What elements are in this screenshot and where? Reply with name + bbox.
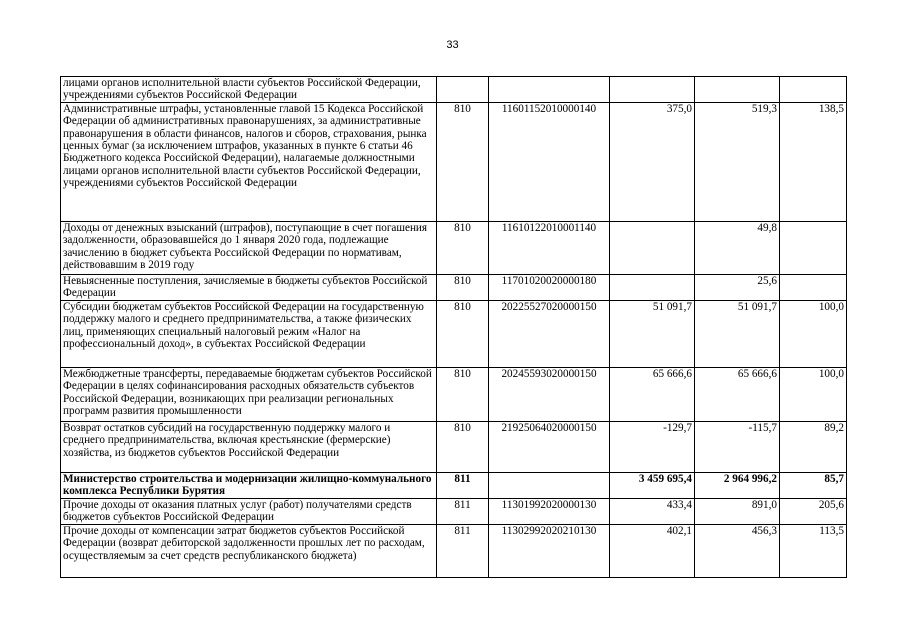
percent-cell: 100,0 xyxy=(780,300,847,367)
admin-code-cell xyxy=(437,77,489,103)
plan-amount-cell xyxy=(610,77,695,103)
budget-code-cell xyxy=(489,77,610,103)
admin-code-cell: 810 xyxy=(437,221,489,274)
income-name-cell: Межбюджетные трансферты, передаваемые бюджетам субъектов Российской Федерации в целях софинансирования расходных обязательств субъектов Российской Федерации, возникающих при реализации региональных программ развития промышленности xyxy=(61,367,437,421)
actual-amount-cell: 65 666,6 xyxy=(695,367,780,421)
budget-code-cell: 11301992020000130 xyxy=(489,498,610,524)
percent-cell: 89,2 xyxy=(780,421,847,472)
plan-amount-cell: -129,7 xyxy=(610,421,695,472)
income-name-cell: Невыясненные поступления, зачисляемые в бюджеты субъектов Российской Федерации xyxy=(61,274,437,300)
percent-cell: 100,0 xyxy=(780,367,847,421)
income-name-cell: Субсидии бюджетам субъектов Российской Федерации на государственную поддержку малого и среднего предпринимательства, а также физических лиц, применяющих специальный налоговый режим «Налог на профессиональный доход», в субъектах Российской Федерации xyxy=(61,300,437,367)
budget-code-cell: 21925064020000150 xyxy=(489,421,610,472)
admin-code-cell: 810 xyxy=(437,367,489,421)
table-row xyxy=(61,421,847,472)
percent-cell xyxy=(780,77,847,103)
budget-code-cell: 11601152010000140 xyxy=(489,102,610,221)
income-name-cell: Министерство строительства и модернизации жилищно-коммунального комплекса Республики Бурятия xyxy=(61,472,437,498)
plan-amount-cell xyxy=(610,274,695,300)
percent-cell: 138,5 xyxy=(780,102,847,221)
actual-amount-cell xyxy=(695,77,780,103)
actual-amount-cell: -115,7 xyxy=(695,421,780,472)
budget-code-cell: 11610122010001140 xyxy=(489,221,610,274)
budget-code-cell xyxy=(489,472,610,498)
plan-amount-cell: 402,1 xyxy=(610,524,695,577)
actual-amount-cell: 456,3 xyxy=(695,524,780,577)
actual-amount-cell: 25,6 xyxy=(695,274,780,300)
admin-code-cell: 811 xyxy=(437,498,489,524)
admin-code-cell: 810 xyxy=(437,274,489,300)
plan-amount-cell: 433,4 xyxy=(610,498,695,524)
percent-cell: 205,6 xyxy=(780,498,847,524)
table-row xyxy=(61,274,847,300)
income-name-cell: Прочие доходы от оказания платных услуг (работ) получателями средств бюджетов субъектов Российской Федерации xyxy=(61,498,437,524)
plan-amount-cell: 51 091,7 xyxy=(610,300,695,367)
budget-code-cell: 20245593020000150 xyxy=(489,367,610,421)
table-row xyxy=(61,102,847,221)
actual-amount-cell: 51 091,7 xyxy=(695,300,780,367)
table-row xyxy=(61,221,847,274)
plan-amount-cell: 65 666,6 xyxy=(610,367,695,421)
table-row xyxy=(61,472,847,498)
actual-amount-cell: 519,3 xyxy=(695,102,780,221)
income-name-cell: Доходы от денежных взысканий (штрафов), поступающие в счет погашения задолженности, образовавшейся до 1 января 2020 года, подлежащие зачислению в бюджет субъекта Российской Федерации по нормативам, действовавшим в 2019 году xyxy=(61,221,437,274)
actual-amount-cell: 49,8 xyxy=(695,221,780,274)
percent-cell: 85,7 xyxy=(780,472,847,498)
table-body xyxy=(61,77,847,578)
admin-code-cell: 811 xyxy=(437,524,489,577)
page-number: 33 xyxy=(446,39,459,51)
budget-code-cell: 20225527020000150 xyxy=(489,300,610,367)
actual-amount-cell: 891,0 xyxy=(695,498,780,524)
actual-amount-cell: 2 964 996,2 xyxy=(695,472,780,498)
table-row xyxy=(61,300,847,367)
admin-code-cell: 810 xyxy=(437,300,489,367)
table-row xyxy=(61,367,847,421)
income-name-cell: Административные штрафы, установленные главой 15 Кодекса Российской Федерации об административных правонарушениях, за административные правонарушения в области финансов, налогов и сборов, страхования, рынка ценных бумаг (за исключением штрафов, указанных в пункте 6 статьи 46 Бюджетного кодекса Российской Федерации), налагаемые должностными лицами органов исполнительной власти субъектов Российской Федерации, учреждениями субъектов Российской Федерации xyxy=(61,102,437,221)
income-name-cell: Возврат остатков субсидий на государственную поддержку малого и среднего предпринимательства, включая крестьянские (фермерские) хозяйства, из бюджетов субъектов Российской Федерации xyxy=(61,421,437,472)
revenue-table xyxy=(60,76,847,578)
income-name-cell: Прочие доходы от компенсации затрат бюджетов субъектов Российской Федерации (возврат дебиторской задолженности прошлых лет по расходам, осуществляемым за счет средств республиканского бюджета) xyxy=(61,524,437,577)
admin-code-cell: 810 xyxy=(437,102,489,221)
income-name-cell: лицами органов исполнительной власти субъектов Российской Федерации, учреждениями субъектов Российской Федерации xyxy=(61,77,437,103)
admin-code-cell: 811 xyxy=(437,472,489,498)
admin-code-cell: 810 xyxy=(437,421,489,472)
plan-amount-cell: 3 459 695,4 xyxy=(610,472,695,498)
plan-amount-cell xyxy=(610,221,695,274)
plan-amount-cell: 375,0 xyxy=(610,102,695,221)
percent-cell xyxy=(780,221,847,274)
table-row xyxy=(61,524,847,577)
budget-code-cell: 11701020020000180 xyxy=(489,274,610,300)
table-row xyxy=(61,77,847,103)
percent-cell xyxy=(780,274,847,300)
percent-cell: 113,5 xyxy=(780,524,847,577)
table-row xyxy=(61,498,847,524)
budget-code-cell: 11302992020210130 xyxy=(489,524,610,577)
